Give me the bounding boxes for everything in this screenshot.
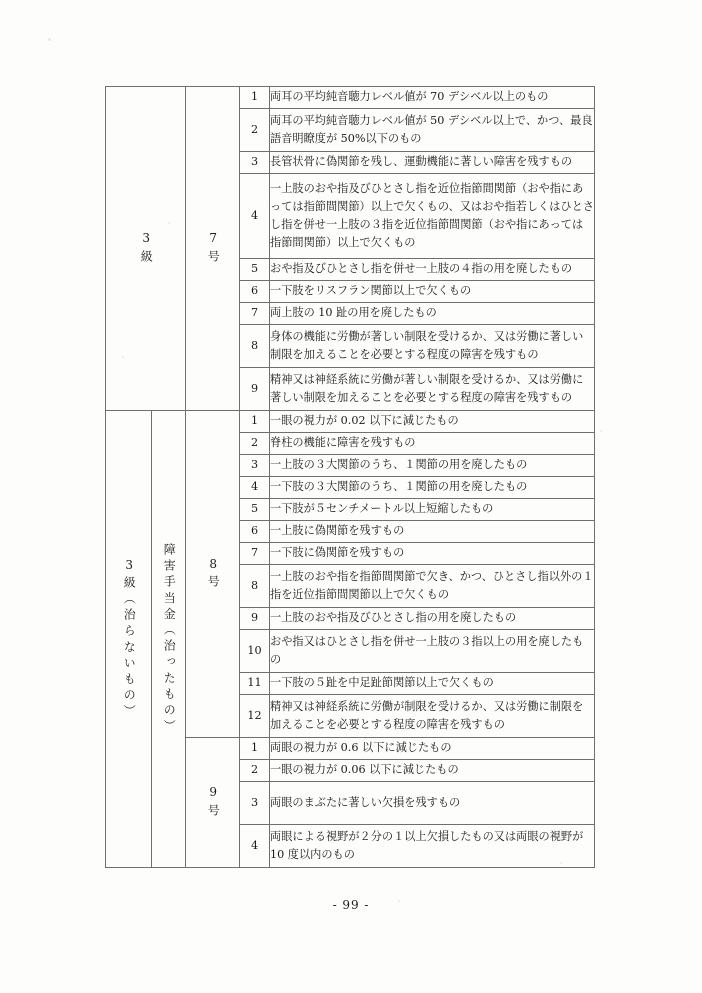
row-number: 10 [240,630,270,673]
scan-speck [48,38,51,41]
row-text: 長管状骨に偽関節を残し、運動機能に著しい障害を残すもの [270,152,595,174]
row-text: 身体の機能に労働が著しい制限を受けるか、又は労働に著しい制限を加えることを必要とする程度の障害を残すもの [270,325,595,368]
row-number: 2 [240,433,270,455]
row-text: 一上肢のおや指及びひとさし指を近位指節間関節（おや指にあっては指節間関節）以上で欠くもの、又はおや指若しくはひとさし指を併せ一上肢の３指を近位指節間関節（おや指にあっては指節間関節）以上で欠くもの [270,174,595,259]
item-label-top-2: 8 [206,556,221,575]
row-number: 1 [240,738,270,760]
item-label-cell-1 [186,87,240,411]
row-text: 一眼の視力が 0.06 以下に減じたもの [270,760,595,782]
row-text: おや指又はひとさし指を併せ一上肢の３指以上の用を廃したもの [270,630,595,673]
row-text: 両眼による視野が２分の１以上欠損したもの又は両眼の視野が 10 度以内のもの [270,825,595,868]
row-text: 精神又は神経系統に労働が制限を受けるか、又は労働に制限を加えることを必要とする程度の障害を残すもの [270,695,595,738]
row-number: 7 [240,543,270,565]
row-number: 5 [240,259,270,281]
row-number: 8 [240,565,270,608]
scan-speck [600,430,602,432]
row-text: 両耳の平均純音聴力レベル値が 70 デシベル以上のもの [270,87,595,109]
row-number: 8 [240,325,270,368]
row-number: 5 [240,499,270,521]
row-number: 9 [240,608,270,630]
grade-label-bottom-2: （治らないもの） [122,591,137,721]
row-number: 6 [240,521,270,543]
row-number: 4 [240,477,270,499]
row-text: 一下肢に偽関節を残すもの [270,543,595,565]
benefit-label-top: 障害手当金 [162,542,177,623]
row-text: 脊柱の機能に障害を残すもの [270,433,595,455]
row-text: 一下肢の３大関節のうち、１関節の用を廃したもの [270,477,595,499]
row-text: 一上肢のおや指を指節間関節で欠き、かつ、ひとさし指以外の１指を近位指節間関節以上で欠くもの [270,565,595,608]
row-number: 3 [240,152,270,174]
row-text: 一下肢をリスフラン関節以上で欠くもの [270,281,595,303]
row-text: 一上肢のおや指及びひとさし指の用を廃したもの [270,608,595,630]
item-label-cell-2 [186,411,240,738]
table-body [106,87,595,868]
row-number: 7 [240,303,270,325]
row-number: 12 [240,695,270,738]
row-text: 精神又は神経系統に労働が著しい制限を受けるか、又は労働に著しい制限を加えることを必要とする程度の障害を残すもの [270,368,595,411]
row-number: 4 [240,825,270,868]
item-label-top-1: 7 [206,231,221,250]
row-text: 両眼の視力が 0.6 以下に減じたもの [270,738,595,760]
row-text: 両耳の平均純音聴力レベル値が 50 デシベル以上で、かつ、最良語音明瞭度が 50%以下のもの [270,109,595,152]
row-number: 3 [240,782,270,825]
row-number: 2 [240,760,270,782]
row-text: 両眼のまぶたに著しい欠損を残すもの [270,782,595,825]
row-text: 一上肢の３大関節のうち、１関節の用を廃したもの [270,455,595,477]
row-number: 1 [240,411,270,433]
row-text: 一上肢に偽関節を残すもの [270,521,595,543]
grade-label-top-2: 3 [122,557,137,576]
item-label-bottom-3: 号 [206,803,221,820]
row-number: 1 [240,87,270,109]
row-number: 2 [240,109,270,152]
grade-label-cell-2 [106,411,152,868]
row-number: 3 [240,455,270,477]
row-number: 4 [240,174,270,259]
benefit-label-bottom: （治ったもの） [162,622,177,736]
row-text: 一下肢が５センチメートル以上短縮したもの [270,499,595,521]
row-text: 両上肢の 10 趾の用を廃したもの [270,303,595,325]
grade-label-top-1: 3 [139,231,154,250]
row-number: 9 [240,368,270,411]
grade-label-mid-2: 級 [122,575,137,592]
row-number: 11 [240,673,270,695]
row-text: 一下肢の５趾を中足趾節関節以上で欠くもの [270,673,595,695]
grade-label-bottom-1: 級 [139,249,154,266]
table-row [106,411,595,433]
item-label-bottom-2: 号 [206,575,221,592]
item-label-cell-3 [186,738,240,868]
benefit-label-cell [152,411,186,868]
row-text: 一眼の視力が 0.02 以下に減じたもの [270,411,595,433]
disability-grade-table [105,86,595,868]
row-number: 6 [240,281,270,303]
table-row [106,87,595,109]
row-text: おや指及びひとさし指を併せ一上肢の４指の用を廃したもの [270,259,595,281]
item-label-top-3: 9 [206,785,221,804]
page-number: - 99 - [332,898,370,912]
item-label-bottom-1: 号 [206,249,221,266]
grade-label-cell-1 [106,87,186,411]
